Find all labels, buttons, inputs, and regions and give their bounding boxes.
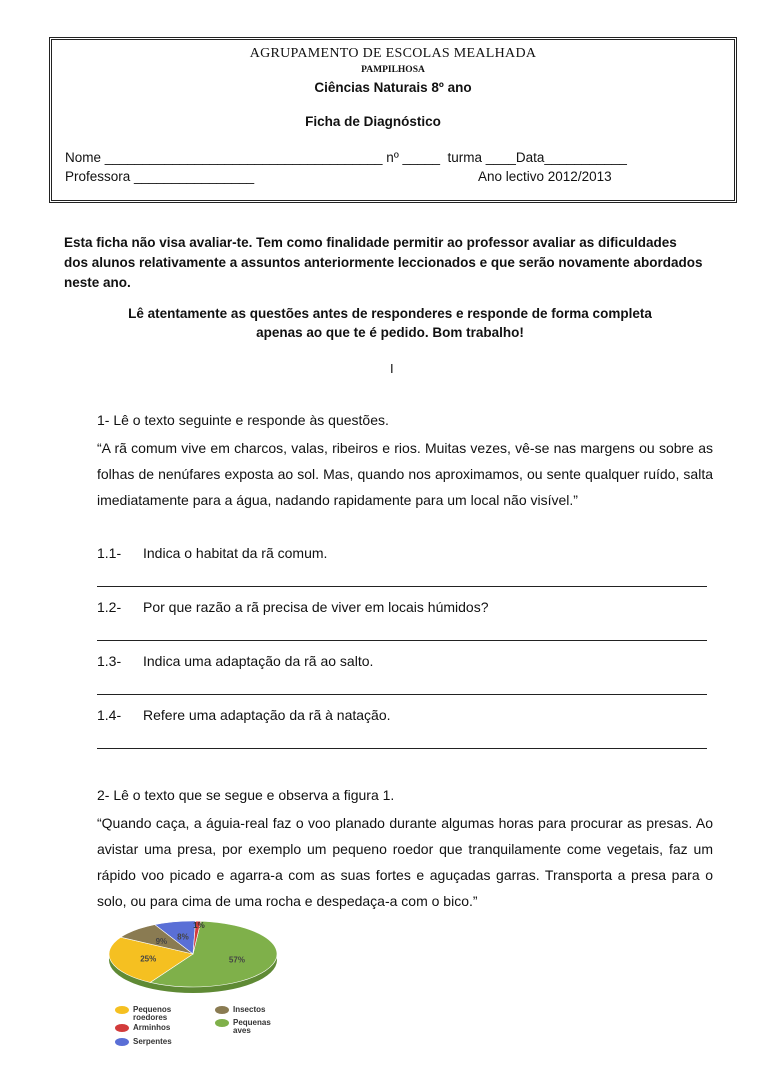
pie-label: 25% (140, 954, 157, 964)
answer-line-1-3[interactable] (97, 694, 707, 695)
question-2-paragraph: “Quando caça, a águia-real faz o voo planado durante algumas horas para procurar as presas. Ao avistar uma presa, por exemplo um pequeno roedor que tranquilamente come vegetais, faz um rápido voo picado e agarra-a com as suas fortes e aguçadas garras. Transporta a presa para o solo, ou para cima de uma rocha e despedaça-a com o bico.” (97, 815, 713, 909)
legend-swatch-icon (215, 1019, 229, 1027)
teacher-line[interactable]: Professora ________________ (65, 169, 255, 184)
legend-label: Arminhos (133, 1023, 171, 1032)
subject-title: Ciências Naturais 8º ano (314, 80, 472, 95)
legend-swatch-icon (115, 1038, 129, 1046)
question-1-title: 1- Lê o texto seguinte e responde às questões. (97, 412, 389, 428)
answer-line-1-2[interactable] (97, 640, 707, 641)
legend-label: Pequenas aves (233, 1018, 271, 1035)
answer-line-1-1[interactable] (97, 586, 707, 587)
subquestion-number: 1.2- (97, 599, 122, 615)
subquestion-text: Indica o habitat da rã comum. (143, 545, 328, 561)
pie-label: 57% (228, 955, 245, 965)
subquestion-1-2 (97, 599, 489, 615)
school-name: AGRUPAMENTO DE ESCOLAS MEALHADA (249, 46, 537, 61)
instruction-line-1: Lê atentamente as questões antes de responderes e responde de forma completa (128, 306, 652, 321)
legend-label: Insectos (233, 1005, 266, 1014)
subquestion-number: 1.1- (97, 545, 122, 561)
section-number: I (390, 361, 394, 376)
name-line[interactable]: Nome _____________________________________ nº _____ turma ____Data___________ (65, 150, 627, 165)
header-box (49, 37, 737, 203)
pie-label: 1% (193, 921, 205, 931)
pie-chart-figure (105, 918, 285, 1053)
question-2-title: 2- Lê o texto que se segue e observa a figura 1. (97, 787, 395, 803)
pie-label: 9% (155, 936, 168, 946)
subquestion-1-4 (97, 707, 391, 723)
legend-label: Pequenos roedores (133, 1005, 172, 1022)
subquestion-text: Refere uma adaptação da rã à natação. (143, 707, 391, 723)
intro-text: Esta ficha não visa avaliar-te. Tem como finalidade permitir ao professor avaliar as dificuldades dos alunos relativamente a assuntos anteriormente leccionados e que serão novamente abordados neste ano. (64, 235, 703, 290)
question-1-text (97, 435, 713, 513)
legend-swatch-icon (115, 1006, 129, 1014)
question-2-text (97, 810, 713, 914)
instructions (80, 304, 700, 342)
subquestion-1-3 (97, 653, 373, 669)
legend-swatch-icon (115, 1024, 129, 1032)
subquestion-number: 1.3- (97, 653, 122, 669)
instruction-line-2: apenas ao que te é pedido. Bom trabalho! (256, 325, 524, 340)
subquestion-text: Indica uma adaptação da rã ao salto. (143, 653, 374, 669)
pie-chart (105, 918, 285, 998)
subquestion-number: 1.4- (97, 707, 122, 723)
school-sub: PAMPILHOSA (361, 65, 425, 75)
subquestion-text: Por que razão a rã precisa de viver em locais húmidos? (143, 599, 489, 615)
pie-label: 8% (177, 932, 189, 942)
subquestion-1-1 (97, 545, 327, 561)
legend-label: Serpentes (133, 1037, 172, 1046)
answer-line-1-4[interactable] (97, 748, 707, 749)
question-1-paragraph: “A rã comum vive em charcos, valas, ribeiros e rios. Muitas vezes, vê-se nas margens ou sobre as folhas de nenúfares exposta ao sol. Mas, quando nos aproximamos, ou sente qualquer ruído, salta imediatamente para a água, nadando rapidamente para um local não visível.” (97, 440, 713, 508)
school-year: Ano lectivo 2012/2013 (478, 169, 612, 184)
worksheet-title: Ficha de Diagnóstico (305, 114, 441, 129)
legend-swatch-icon (215, 1006, 229, 1014)
